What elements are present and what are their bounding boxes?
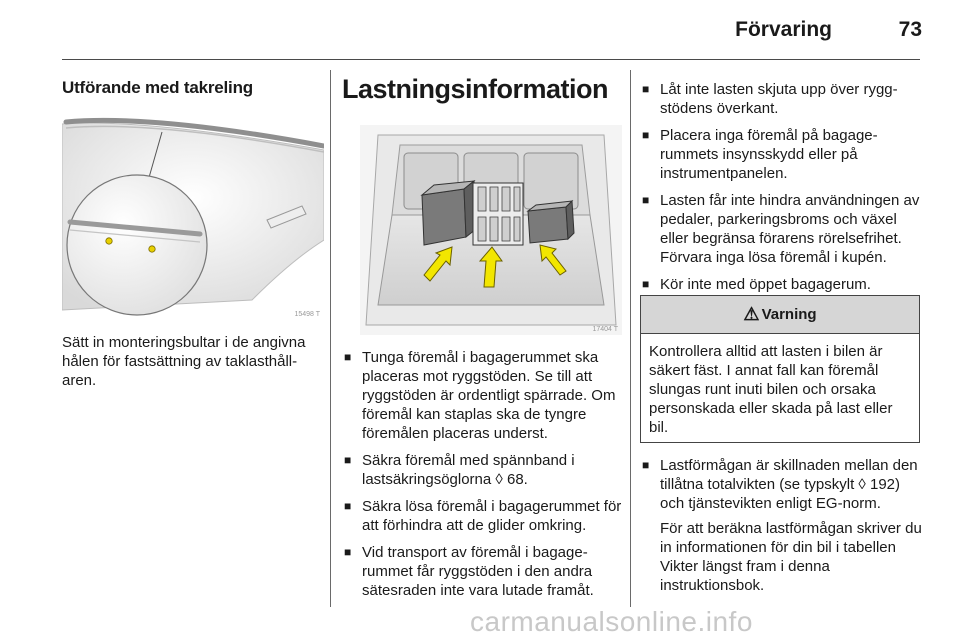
list-item — [640, 456, 924, 595]
warning-header — [641, 296, 919, 334]
bullet-marker: ■ — [344, 350, 352, 364]
roof-rail-illustration — [62, 110, 324, 320]
bullet-text: Vid transport av föremål i bagagerummet får ryggstöden i den andra sätesraden inte vara lutade framåt. — [362, 544, 594, 599]
loading-bullets-list-right — [640, 80, 924, 302]
load-capacity-bullet-list — [640, 456, 924, 603]
list-item — [342, 497, 626, 535]
bullet-marker: ■ — [642, 82, 650, 96]
bullet-text: Säkra lösa föremål i bagagerummet för att förhindra att de glider omkring. — [362, 498, 622, 534]
running-header-title: Förvaring — [735, 18, 832, 41]
column-divider-right — [630, 70, 631, 607]
list-item — [640, 275, 924, 294]
cargo-loading-illustration — [360, 125, 622, 335]
column-divider-left — [330, 70, 331, 607]
bullet-text: Lasten får inte hindra användningen av pedaler, parkeringsbroms och växel eller begränsa förarens rörelsefrihet. Förvara inga lösa föremål i kupén. — [660, 192, 920, 266]
list-item — [342, 451, 626, 489]
bullet-marker: ■ — [344, 499, 352, 513]
bullet-text: Säkra föremål med spännband i lastsäkringsöglorna ◊ 68. — [362, 452, 575, 488]
bullet-marker: ■ — [344, 545, 352, 559]
cargo-area-drawing — [360, 125, 622, 335]
bullet-marker: ■ — [642, 277, 650, 291]
list-item — [342, 348, 626, 443]
paragraph-mounting-bolts: Sätt in monteringsbultar i de angivna hålen för fastsättning av taklasthållaren. — [62, 334, 306, 389]
bullet-marker: ■ — [642, 193, 650, 207]
page-number: 73 — [898, 18, 922, 41]
bullet-marker: ■ — [642, 128, 650, 142]
loading-bullets-list — [342, 348, 626, 608]
bullet-text: Kör inte med öppet bagagerum. — [660, 276, 871, 293]
warning-box — [640, 295, 920, 443]
roof-rail-drawing — [62, 110, 324, 320]
figure-code: 15498 T — [294, 311, 320, 318]
bullet-text: Tunga föremål i bagagerummet ska placeras mot ryggstöden. Se till att ryggstöden är ordentligt spärrade. Om föremål kan staplas ska de tyngre föremålen placeras underst. — [362, 349, 616, 442]
list-item — [640, 191, 924, 267]
list-item — [342, 543, 626, 600]
bullet-text: Låt inte lasten skjuta upp över ryggstödens överkant. — [660, 81, 898, 117]
bullet-subtext: För att beräkna lastförmågan skriver du in informationen för din bil i tabellen Vikter längst fram i denna instruktionsbok. — [660, 520, 922, 594]
bullet-text: Lastförmågan är skillnaden mellan den tillåtna totalvikten (se typskylt ◊ 192) och tjänstevikten enligt EG-norm. — [660, 457, 918, 512]
watermark: carmanualsonline.info — [470, 606, 753, 637]
bullet-text: Placera inga föremål på bagagerummets insynsskydd eller på instrumentpanelen. — [660, 127, 878, 182]
list-item — [640, 80, 924, 118]
section-heading-roof-rails: Utförande med takreling — [62, 78, 253, 97]
header-rule — [62, 59, 920, 60]
warning-triangle-icon: ⚠ — [743, 304, 760, 324]
warning-title: Varning — [761, 306, 817, 323]
bullet-marker: ■ — [344, 453, 352, 467]
figure-code: 17404 T — [592, 326, 618, 333]
section-heading-loading-info: Lastningsinformation — [342, 74, 608, 104]
bullet-marker: ■ — [642, 458, 650, 472]
warning-text: Kontrollera alltid att lasten i bilen är säkert fäst. I annat fall kan föremål slungas runt inuti bilen och orsaka personskada eller skada på last eller bil. — [649, 343, 893, 436]
list-item — [640, 126, 924, 183]
